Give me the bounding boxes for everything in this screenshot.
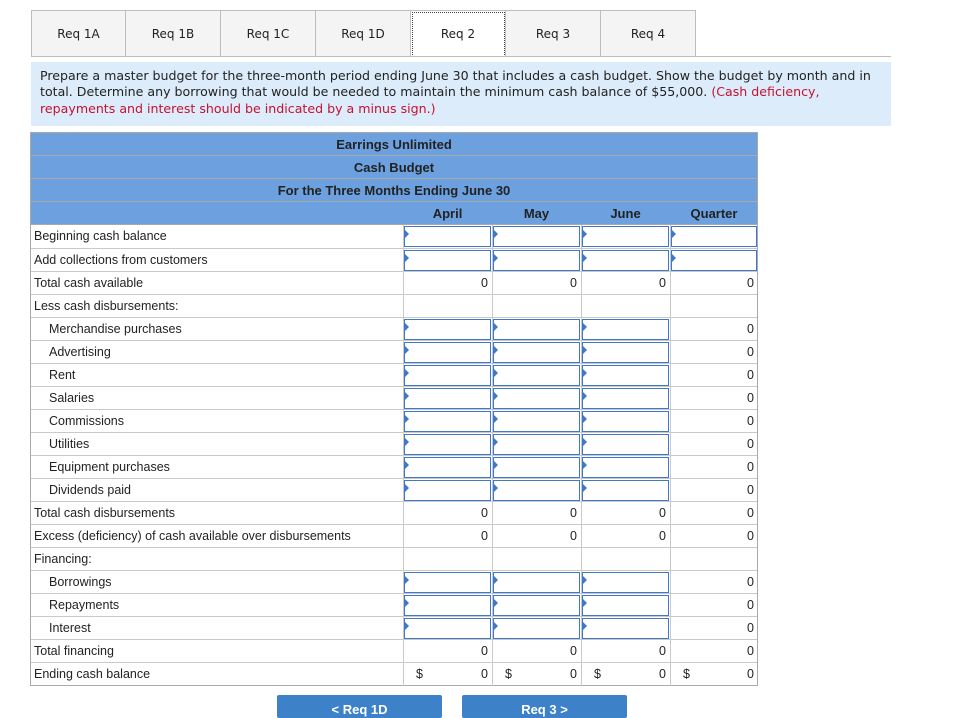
- row-label: Commissions: [49, 414, 125, 428]
- amount-value-june: 0: [659, 529, 666, 543]
- budget-row: [31, 616, 757, 639]
- column-divider: [581, 295, 582, 318]
- budget-row: [31, 363, 757, 386]
- budget-row: [31, 455, 757, 478]
- budget-row: [31, 639, 757, 662]
- tab-req-2[interactable]: [411, 10, 506, 57]
- amount-input-april[interactable]: [404, 226, 491, 247]
- amount-input-june[interactable]: [582, 226, 669, 247]
- tab-req-1c[interactable]: [221, 10, 316, 57]
- budget-row: [31, 593, 757, 616]
- column-header-row: [30, 201, 758, 224]
- budget-title: Cash Budget: [353, 159, 435, 175]
- amount-input-june[interactable]: [582, 457, 669, 478]
- budget-period-row: [30, 178, 758, 201]
- amount-input-june[interactable]: [582, 388, 669, 409]
- amount-input-june[interactable]: [582, 618, 669, 639]
- budget-row: [31, 271, 757, 294]
- amount-value-quarter: 0: [747, 644, 754, 658]
- amount-value-may: 0: [570, 506, 577, 520]
- amount-value-quarter: 0: [747, 621, 754, 635]
- budget-row: [31, 524, 757, 547]
- column-header-june: June: [610, 206, 641, 221]
- tab-label: Req 1D: [341, 27, 385, 41]
- amount-input-june[interactable]: [582, 434, 669, 455]
- amount-input-may[interactable]: [493, 434, 580, 455]
- amount-value-april: 0: [481, 667, 488, 681]
- amount-value-april: 0: [481, 529, 488, 543]
- row-label: Beginning cash balance: [34, 229, 167, 243]
- amount-input-april[interactable]: [404, 250, 491, 271]
- budget-row: [31, 294, 757, 317]
- row-label: Repayments: [49, 598, 120, 612]
- amount-value-quarter: 0: [747, 437, 754, 451]
- row-label: Salaries: [49, 391, 95, 405]
- row-label: Ending cash balance: [34, 667, 151, 681]
- budget-row: [31, 386, 757, 409]
- amount-value-june: 0: [659, 506, 666, 520]
- amount-value-quarter: 0: [747, 414, 754, 428]
- column-divider: [581, 548, 582, 571]
- tab-req-1a[interactable]: [31, 10, 126, 57]
- amount-input-april[interactable]: [404, 319, 491, 340]
- amount-input-april[interactable]: [404, 342, 491, 363]
- amount-input-may[interactable]: [493, 342, 580, 363]
- column-header-may: May: [523, 206, 550, 221]
- column-divider: [403, 295, 404, 318]
- row-label: Excess (deficiency) of cash available over disbursements: [34, 529, 351, 543]
- next-req-button[interactable]: Req 3 >: [462, 695, 627, 718]
- row-label: Less cash disbursements:: [34, 299, 179, 313]
- dollar-sign: $: [505, 667, 512, 681]
- amount-input-may[interactable]: [493, 595, 580, 616]
- amount-value-quarter: 0: [747, 529, 754, 543]
- company-name: Earrings Unlimited: [336, 136, 452, 152]
- amount-value-april: 0: [481, 644, 488, 658]
- tab-req-1d[interactable]: [316, 10, 411, 57]
- amount-value-quarter: 0: [747, 506, 754, 520]
- row-label: Rent: [49, 368, 76, 382]
- amount-input-may[interactable]: [493, 411, 580, 432]
- tab-label: Req 3: [535, 27, 571, 41]
- tab-req-3[interactable]: [506, 10, 601, 57]
- row-label: Add collections from customers: [34, 253, 208, 267]
- amount-value-april: 0: [481, 506, 488, 520]
- amount-input-may[interactable]: [493, 572, 580, 593]
- amount-input-may[interactable]: [493, 365, 580, 386]
- instructions-panel: [31, 62, 891, 126]
- amount-value-quarter: 0: [747, 483, 754, 497]
- column-header-april: April: [432, 206, 463, 221]
- amount-input-april[interactable]: [404, 388, 491, 409]
- company-name-row: [30, 132, 758, 155]
- amount-input-may[interactable]: [493, 319, 580, 340]
- amount-input-june[interactable]: [582, 572, 669, 593]
- amount-input-may[interactable]: [493, 226, 580, 247]
- amount-input-quarter[interactable]: [671, 226, 757, 247]
- amount-input-april[interactable]: [404, 365, 491, 386]
- tab-req-4[interactable]: [601, 10, 696, 57]
- budget-row: [31, 409, 757, 432]
- tab-req-1b[interactable]: [126, 10, 221, 57]
- requirement-tabs: [31, 10, 696, 57]
- amount-value-quarter: 0: [747, 322, 754, 336]
- amount-input-june[interactable]: [582, 365, 669, 386]
- tab-label: Req 2: [412, 12, 505, 57]
- amount-value-quarter: 0: [747, 368, 754, 382]
- amount-input-quarter[interactable]: [671, 250, 757, 271]
- amount-input-april[interactable]: [404, 457, 491, 478]
- amount-input-june[interactable]: [582, 250, 669, 271]
- column-divider: [670, 548, 671, 571]
- budget-period: For the Three Months Ending June 30: [277, 182, 511, 198]
- instructions-text: Prepare a master budget for the three-month period ending June 30 that includes a cash budget. Show the budget by month and in total. Determine any borrowing that would be needed to maintain the minimum cash balance of $55,000.: [40, 68, 871, 100]
- cash-budget-table: [30, 132, 758, 686]
- budget-row: [31, 248, 757, 271]
- tab-label: Req 1B: [151, 27, 195, 41]
- amount-input-may[interactable]: [493, 457, 580, 478]
- row-label: Borrowings: [49, 575, 112, 589]
- amount-input-may[interactable]: [493, 388, 580, 409]
- amount-value-quarter: 0: [747, 276, 754, 290]
- column-divider: [492, 295, 493, 318]
- prev-req-button[interactable]: < Req 1D: [277, 695, 442, 718]
- budget-row: [31, 570, 757, 593]
- row-label: Utilities: [49, 437, 90, 451]
- amount-value-may: 0: [570, 276, 577, 290]
- budget-row: [31, 478, 757, 501]
- amount-input-april[interactable]: [404, 595, 491, 616]
- amount-input-may[interactable]: [493, 250, 580, 271]
- amount-input-april[interactable]: [404, 411, 491, 432]
- budget-row: [31, 662, 757, 685]
- row-label: Advertising: [49, 345, 111, 359]
- amount-input-june[interactable]: [582, 480, 669, 501]
- column-header-quarter: Quarter: [690, 206, 738, 221]
- amount-value-april: 0: [481, 276, 488, 290]
- budget-rows: [30, 224, 758, 686]
- tab-label: Req 4: [630, 27, 666, 41]
- row-label: Total cash available: [34, 276, 144, 290]
- amount-value-quarter: 0: [747, 575, 754, 589]
- dollar-sign: $: [683, 667, 690, 681]
- amount-value-june: 0: [659, 667, 666, 681]
- row-label: Equipment purchases: [49, 460, 170, 474]
- instructions-note: (Cash deficiency, repayments and interest should be indicated by a minus sign.): [40, 84, 820, 116]
- amount-value-may: 0: [570, 644, 577, 658]
- amount-input-april[interactable]: [404, 434, 491, 455]
- budget-row: [31, 317, 757, 340]
- amount-value-quarter: 0: [747, 667, 754, 681]
- amount-value-june: 0: [659, 644, 666, 658]
- budget-row: [31, 225, 757, 248]
- amount-value-quarter: 0: [747, 345, 754, 359]
- amount-value-quarter: 0: [747, 460, 754, 474]
- amount-input-june[interactable]: [582, 411, 669, 432]
- row-label: Total cash disbursements: [34, 506, 176, 520]
- row-label: Total financing: [34, 644, 114, 658]
- amount-value-june: 0: [659, 276, 666, 290]
- amount-input-april[interactable]: [404, 618, 491, 639]
- column-divider: [670, 295, 671, 318]
- amount-value-quarter: 0: [747, 391, 754, 405]
- column-divider: [492, 548, 493, 571]
- row-label: Merchandise purchases: [49, 322, 182, 336]
- budget-row: [31, 547, 757, 570]
- amount-input-june[interactable]: [582, 595, 669, 616]
- column-divider: [403, 548, 404, 571]
- budget-row: [31, 340, 757, 363]
- tab-label: Req 1A: [57, 27, 100, 41]
- budget-title-row: [30, 155, 758, 178]
- tabs-divider: [31, 56, 891, 57]
- amount-value-may: 0: [570, 529, 577, 543]
- budget-row: [31, 501, 757, 524]
- amount-input-april[interactable]: [404, 480, 491, 501]
- amount-input-april[interactable]: [404, 572, 491, 593]
- amount-input-may[interactable]: [493, 480, 580, 501]
- amount-value-quarter: 0: [747, 598, 754, 612]
- tab-label: Req 1C: [246, 27, 290, 41]
- amount-input-june[interactable]: [582, 319, 669, 340]
- dollar-sign: $: [594, 667, 601, 681]
- row-label: Dividends paid: [49, 483, 131, 497]
- budget-row: [31, 432, 757, 455]
- amount-value-may: 0: [570, 667, 577, 681]
- dollar-sign: $: [416, 667, 423, 681]
- amount-input-june[interactable]: [582, 342, 669, 363]
- row-label: Financing:: [34, 552, 92, 566]
- row-label: Interest: [49, 621, 91, 635]
- amount-input-may[interactable]: [493, 618, 580, 639]
